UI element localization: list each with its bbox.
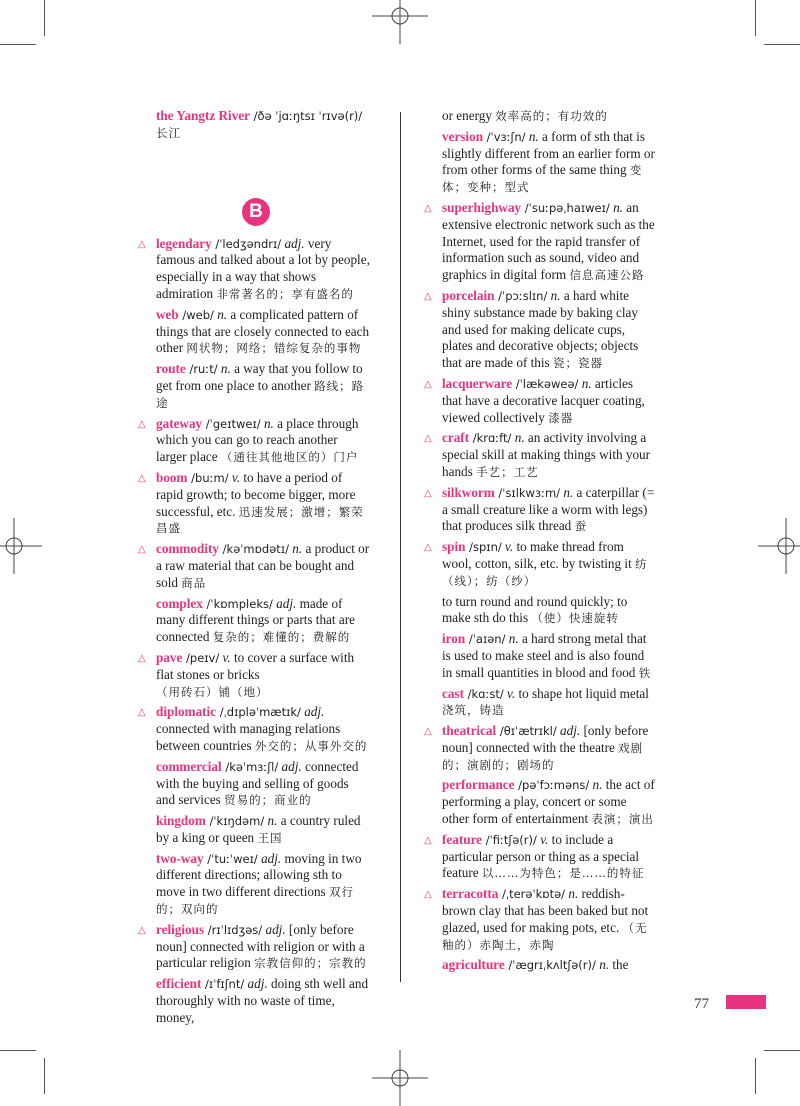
part-of-speech: n. xyxy=(565,886,579,902)
definition: a hard white shiny substance made by baking clay and used for making delicate cups, plates and decorative objects; objects that are made of this xyxy=(442,287,639,371)
phonetic: /ˈkɪŋdəm/ xyxy=(205,814,265,829)
crop-mark xyxy=(764,44,800,45)
glossary-entry xyxy=(138,307,370,357)
glossary-entry xyxy=(138,108,370,142)
headword: iron xyxy=(442,631,466,647)
glossary-entry xyxy=(424,886,656,953)
definition: to have a period of rapid growth; to become bigger, more successful, etc. xyxy=(156,469,356,519)
part-of-speech: v. xyxy=(503,685,516,701)
chinese-translation: 宗教信仰的；宗教的 xyxy=(254,956,367,971)
definition: a country ruled by a king or queen xyxy=(156,813,361,845)
new-word-triangle-icon: △ xyxy=(138,418,146,430)
definition: [only before noun] connected with religion or with a particular religion xyxy=(156,921,365,971)
definition: the xyxy=(609,957,629,973)
page-number-bar xyxy=(726,995,766,1009)
phonetic: /θɪˈætrɪkl/ xyxy=(496,724,557,739)
chinese-translation: 网状物；网络；错综复杂的事物 xyxy=(186,341,362,356)
definition: connected with managing relations between countries xyxy=(156,721,341,753)
crop-mark xyxy=(0,1050,36,1051)
part-of-speech: n. xyxy=(595,957,610,973)
right-column xyxy=(424,108,656,978)
registration-mark-icon xyxy=(372,0,428,44)
chinese-translation: 变体；变种；型式 xyxy=(442,163,643,195)
chinese-translation: 复杂的；难懂的；费解的 xyxy=(212,630,351,645)
glossary-entry xyxy=(424,957,656,974)
chinese-translation: 路线；路途 xyxy=(156,378,365,410)
headword: diplomatic xyxy=(156,704,217,720)
glossary-entry xyxy=(138,416,370,466)
crop-mark xyxy=(44,0,45,36)
glossary-entry xyxy=(424,129,656,196)
new-word-triangle-icon: △ xyxy=(424,433,432,445)
part-of-speech: v. xyxy=(536,831,549,847)
definition: reddish-brown clay that has been baked but not glazed, used for making pots, etc. xyxy=(442,886,649,935)
part-of-speech: adj. xyxy=(556,723,581,739)
phonetic: /ˈgeɪtweɪ/ xyxy=(202,416,261,431)
new-word-triangle-icon: △ xyxy=(138,544,146,556)
chinese-translation: 信息高速公路 xyxy=(569,268,645,283)
headword: legendary xyxy=(156,235,212,251)
part-of-speech: adj. xyxy=(272,595,297,611)
part-of-speech: adj. xyxy=(300,704,325,720)
part-of-speech: n. xyxy=(213,306,228,322)
phonetic: /kəˈmɒdətɪ/ xyxy=(219,542,289,557)
new-word-triangle-icon: △ xyxy=(138,707,146,719)
chinese-translation: 王国 xyxy=(257,830,283,845)
definition: a complicated pattern of things that are closely connected to each other xyxy=(156,306,370,356)
chinese-translation: 效率高的；有功效的 xyxy=(495,109,608,123)
phonetic: /ˈtuːˈweɪ/ xyxy=(203,851,258,866)
new-word-triangle-icon: △ xyxy=(424,290,432,302)
chinese-translation: 商品 xyxy=(181,575,207,590)
phonetic: /ˈægrɪˌkʌltʃə(r)/ xyxy=(504,958,596,973)
part-of-speech: n. xyxy=(264,813,278,829)
headword: boom xyxy=(156,469,188,485)
chinese-translation: 表演；演出 xyxy=(591,812,654,827)
phonetic: /pəˈfɔːməns/ xyxy=(514,778,590,793)
headword: theatrical xyxy=(442,723,497,739)
headword: feature xyxy=(442,831,483,847)
glossary-entry xyxy=(138,813,370,847)
chinese-translation: 非常著名的；享有盛名的 xyxy=(216,286,354,301)
phonetic: /buːm/ xyxy=(187,470,229,485)
new-word-triangle-icon: △ xyxy=(424,542,432,554)
glossary-entry xyxy=(424,723,656,773)
crop-mark xyxy=(764,1050,800,1051)
glossary-entry xyxy=(138,361,370,411)
phonetic: /ɪˈfɪʃnt/ xyxy=(201,977,245,992)
new-word-triangle-icon: △ xyxy=(424,378,432,390)
new-word-triangle-icon: △ xyxy=(138,924,146,936)
chinese-translation: 铁 xyxy=(638,665,652,680)
phonetic: /ˌterəˈkɒtə/ xyxy=(498,887,566,902)
headword: lacquerware xyxy=(442,375,513,391)
phonetic: /ruːt/ xyxy=(185,362,218,377)
definition: to turn round and round quickly; to make sth do this xyxy=(442,593,628,626)
glossary-entry xyxy=(424,686,656,720)
definition: to shape hot liquid metal xyxy=(515,685,649,701)
headword: terracotta xyxy=(442,886,499,902)
part-of-speech: adj. xyxy=(281,235,305,251)
part-of-speech: adj. xyxy=(278,758,302,774)
chinese-translation: 以……为特色；是……的特征 xyxy=(481,866,645,881)
glossary-entry xyxy=(138,236,370,303)
chinese-translation: 纺（线）；纺（纱） xyxy=(442,556,648,588)
headword: version xyxy=(442,128,484,144)
definition: doing sth well and thoroughly with no waste of time, money, xyxy=(156,976,369,1025)
definition: a product or a raw material that can be bought and sold xyxy=(156,541,370,590)
phonetic: /spɪn/ xyxy=(465,540,502,555)
registration-mark-icon xyxy=(0,518,42,574)
headword: efficient xyxy=(156,976,202,992)
new-word-triangle-icon: △ xyxy=(138,238,146,250)
headword: cast xyxy=(442,685,464,701)
headword: agriculture xyxy=(442,957,505,973)
part-of-speech: n. xyxy=(260,415,274,431)
part-of-speech: n. xyxy=(589,777,603,793)
crop-mark xyxy=(44,1058,45,1094)
definition: an activity involving a special skill at making things with your hands xyxy=(442,430,651,479)
part-of-speech: v. xyxy=(219,649,231,665)
part-of-speech: adj. xyxy=(262,921,286,937)
crop-mark xyxy=(755,1058,756,1094)
phonetic: /ˈsɪlkwɜːm/ xyxy=(494,485,561,500)
glossary-entry xyxy=(424,539,656,589)
phonetic: /ˈsuːpəˌhaɪweɪ/ xyxy=(521,200,610,215)
glossary-entry xyxy=(424,376,656,426)
phonetic: /ˌdɪpləˈmætɪk/ xyxy=(216,705,301,720)
crop-mark xyxy=(755,0,756,36)
registration-mark-icon xyxy=(758,518,800,574)
headword: complex xyxy=(156,595,203,611)
glossary-entry xyxy=(138,922,370,972)
glossary-entry xyxy=(138,470,370,537)
glossary-entry xyxy=(424,430,656,480)
definition: a place through which you can go to reach another larger place xyxy=(156,415,359,465)
chinese-translation: 浇筑，铸造 xyxy=(442,703,505,718)
phonetic: /ˈledʒəndrɪ/ xyxy=(211,236,282,251)
page-number: 77 xyxy=(694,996,709,1012)
definition: made of many different things or parts that are connected xyxy=(156,595,355,645)
definition: to include a particular person or thing as a special feature xyxy=(442,831,640,881)
headword: gateway xyxy=(156,415,203,431)
glossary-entry xyxy=(138,851,370,918)
headword: commercial xyxy=(156,758,222,774)
glossary-entry xyxy=(424,108,656,125)
definition: very famous and talked about a lot by people, especially in a way that shows admiration xyxy=(156,235,370,301)
registration-mark-icon xyxy=(372,1050,428,1106)
glossary-entry xyxy=(424,200,656,284)
glossary-entry xyxy=(424,832,656,882)
headword: porcelain xyxy=(442,287,495,303)
part-of-speech: n. xyxy=(505,631,519,647)
headword: performance xyxy=(442,777,515,793)
definition: articles that have a decorative lacquer coating, viewed collectively xyxy=(442,375,645,425)
new-word-triangle-icon: △ xyxy=(138,652,146,664)
headword: the Yangtz River xyxy=(156,108,250,123)
headword: pave xyxy=(156,649,183,665)
part-of-speech: n. xyxy=(288,541,303,557)
new-word-triangle-icon: △ xyxy=(424,726,432,738)
definition: to make thread from wool, cotton, silk, etc. by twisting it xyxy=(442,539,636,571)
headword: religious xyxy=(156,921,205,937)
phonetic: /ˈfiːtʃə(r)/ xyxy=(482,832,537,847)
chinese-translation: 双行的；双向的 xyxy=(156,885,354,917)
column-divider xyxy=(400,112,401,982)
new-word-triangle-icon: △ xyxy=(424,889,432,901)
new-word-triangle-icon: △ xyxy=(424,834,432,846)
chinese-translation: （无釉的）赤陶土，赤陶 xyxy=(442,920,648,952)
phonetic: /kəˈmɜːʃl/ xyxy=(221,759,279,774)
part-of-speech: adj. xyxy=(257,850,282,866)
glossary-entry xyxy=(138,759,370,809)
part-of-speech: v. xyxy=(501,539,514,555)
phonetic: /rɪˈlɪdʒəs/ xyxy=(204,922,263,937)
chinese-translation: 长江 xyxy=(156,125,181,140)
chinese-translation: 手艺；工艺 xyxy=(476,464,539,479)
glossary-entry xyxy=(424,777,656,827)
new-word-triangle-icon: △ xyxy=(424,202,432,214)
glossary-entry xyxy=(138,541,370,591)
glossary-entry xyxy=(424,485,656,535)
glossary-entry xyxy=(424,288,656,372)
chinese-translation: 贸易的；商业的 xyxy=(224,793,312,808)
glossary-entry xyxy=(424,631,656,681)
chinese-translation: （通往其他地区的）门户 xyxy=(220,450,359,465)
definition: connected with the buying and selling of goods and services xyxy=(156,758,359,808)
part-of-speech: n. xyxy=(525,128,539,144)
phonetic: /ˈpɔːslɪn/ xyxy=(494,288,548,303)
part-of-speech: n. xyxy=(578,375,592,391)
definition: the act of performing a play, concert or some other form of entertainment xyxy=(442,777,655,827)
chinese-translation: 外交的；从事外交的 xyxy=(254,738,368,753)
headword: craft xyxy=(442,430,470,446)
phonetic: /ðə ˈjɑːŋtsɪ ˈrɪvə(r)/ xyxy=(250,109,363,123)
chinese-translation: （用砖石）铺（地） xyxy=(156,684,269,699)
definition: [only before noun] connected with the theatre xyxy=(442,723,649,755)
section-letter-badge: B xyxy=(242,198,270,226)
headword: spin xyxy=(442,539,466,555)
phonetic: /ˈkɒmpleks/ xyxy=(202,596,273,611)
crop-mark xyxy=(0,44,36,45)
headword: kingdom xyxy=(156,813,206,829)
chinese-translation: 迅速发展；激增；繁荣昌盛 xyxy=(156,504,364,536)
headword: commodity xyxy=(156,541,219,557)
chinese-translation: 漆器 xyxy=(548,410,574,425)
phonetic: /ˈvɜːʃn/ xyxy=(483,129,526,144)
glossary-entry xyxy=(138,650,370,700)
definition: a caterpillar (= a small creature like a worm with legs) that produces silk thread xyxy=(442,484,655,534)
headword: web xyxy=(156,306,179,322)
part-of-speech: n. xyxy=(511,430,525,446)
headword: two-way xyxy=(156,850,204,866)
glossary-entry xyxy=(138,596,370,646)
new-word-triangle-icon: △ xyxy=(424,487,432,499)
glossary-entry xyxy=(424,594,656,628)
part-of-speech: adj. xyxy=(244,976,268,992)
left-column xyxy=(138,108,370,1031)
phonetic: /krɑːft/ xyxy=(469,431,512,446)
chinese-translation: 瓷；瓷器 xyxy=(552,356,603,371)
glossary-entry xyxy=(138,976,370,1026)
definition: an extensive electronic network such as the Internet, used for the rapid transfer of information such as sound, video and graphics in digital form xyxy=(442,199,655,283)
phonetic: /kɑːst/ xyxy=(463,686,504,701)
part-of-speech: v. xyxy=(228,469,241,485)
phonetic: /web/ xyxy=(178,307,214,322)
headword: superhighway xyxy=(442,199,522,215)
part-of-speech: n. xyxy=(609,199,623,215)
definition: a hard strong metal that is used to make steel and is also found in small quantities in blood and food xyxy=(442,631,647,680)
glossary-entry xyxy=(138,704,370,754)
chinese-translation: 蚕 xyxy=(574,519,588,534)
definition: or energy xyxy=(442,108,496,123)
part-of-speech: n. xyxy=(547,287,561,303)
phonetic: /ˈaɪən/ xyxy=(465,632,506,647)
headword: route xyxy=(156,361,186,377)
phonetic: /ˈlækəweə/ xyxy=(512,376,579,391)
phonetic: /peɪv/ xyxy=(182,650,220,665)
definition: a way that you follow to get from one place to another xyxy=(156,361,363,393)
part-of-speech: n. xyxy=(217,361,231,377)
new-word-triangle-icon: △ xyxy=(138,472,146,484)
definition: to cover a surface with flat stones or bricks xyxy=(156,649,355,682)
chinese-translation: （使）快速旋转 xyxy=(531,611,619,626)
definition: moving in two different directions; allowing sth to move in two different directions xyxy=(156,850,362,900)
part-of-speech: n. xyxy=(560,484,574,500)
chinese-translation: 戏剧的；演剧的；剧场的 xyxy=(442,740,644,772)
definition: a form of sth that is slightly different from an earlier form or from other forms of the same thing xyxy=(442,128,655,178)
headword: silkworm xyxy=(442,484,495,500)
